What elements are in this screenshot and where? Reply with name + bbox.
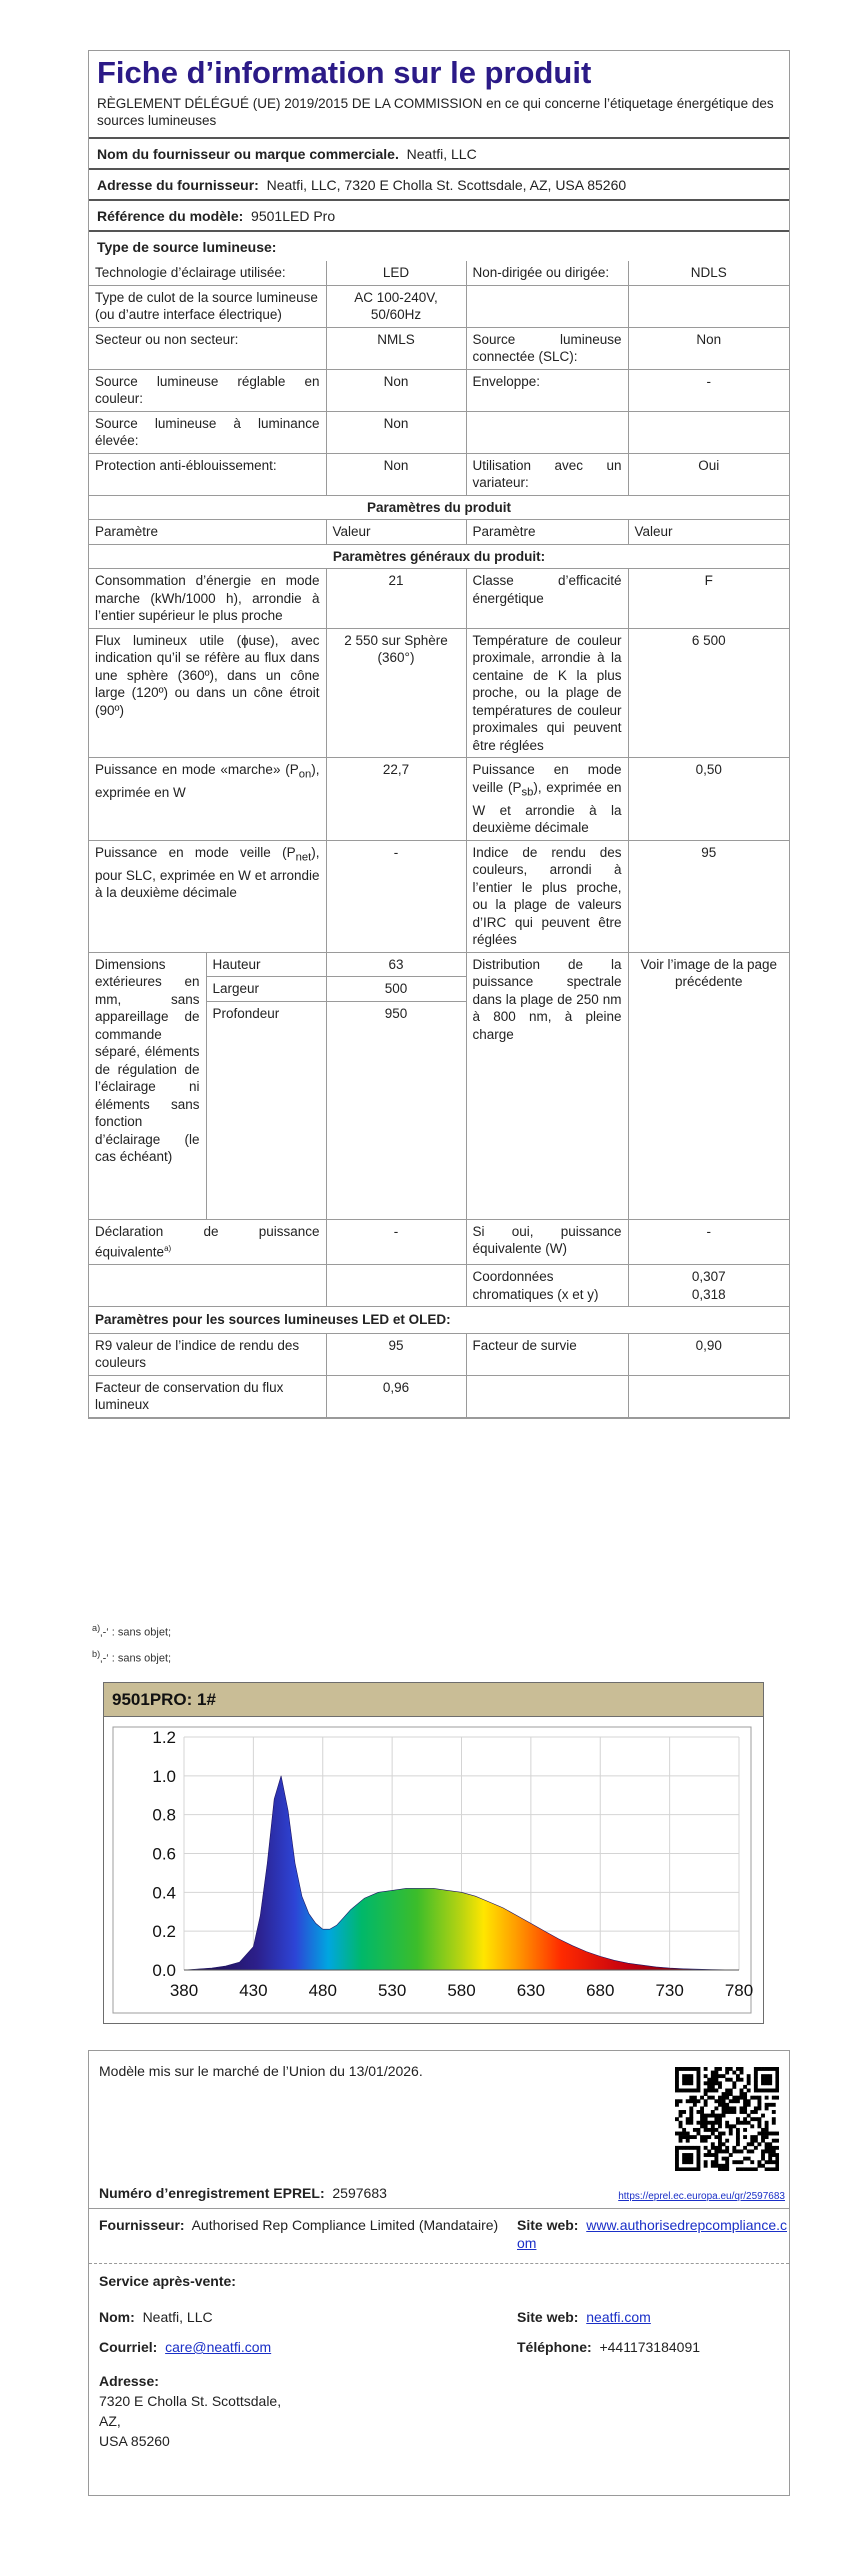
column-header: Paramètre [89,520,326,545]
cell-value: Non [628,327,789,369]
width-label: Largeur [206,977,326,1002]
cell-value: Oui [628,453,789,495]
table-row [89,1333,789,1375]
y-tick-label: 0.0 [152,1961,176,1980]
supplier-label: Nom du fournisseur ou marque commerciale. [97,146,399,162]
eprel-supplier: Fournisseur: Authorised Rep Compliance Limited (Mandataire) [99,2217,499,2233]
cell-label [466,411,628,453]
table-row [89,1265,789,1307]
cell-value [628,285,789,327]
service-address: Adresse: 7320 E Cholla St. Scottsdale, AZ, USA 85260 [99,2373,282,2449]
column-header: Valeur [326,520,466,545]
eprel-qr-link[interactable]: https://eprel.ec.europa.eu/qr/2597683 [618,2191,785,2202]
equivalent-power-value: - [326,1219,466,1265]
chromaticity-label: Coordonnées chromatiques (x et y) [466,1265,628,1307]
qr-code [675,2067,779,2171]
address-label: Adresse du fournisseur: [97,177,259,193]
service-website-link[interactable]: neatfi.com [586,2309,651,2325]
service-email: Courriel: care@neatfi.com [99,2339,272,2355]
table-row [89,261,789,285]
table-row [89,840,789,952]
table-row [89,1375,789,1417]
eprel-supplier-site: Site web: www.authorisedrepcompliance.com [517,2217,788,2251]
equivalent-watts-value: - [628,1219,789,1265]
depth-value: 950 [326,1001,466,1219]
flux-label: Flux lumineux utile (ɸuse), avec indication qu’il se réfère au flux dans une sphère (360º), dans un cône large (120º) ou dans un cône étroit (90º) [89,628,326,758]
height-value: 63 [326,952,466,977]
address-row [89,168,789,199]
table-row [89,369,789,411]
cell-value: NDLS [628,261,789,285]
service-name: Nom: Neatfi, LLC [99,2309,213,2325]
x-tick-label: 430 [239,1981,268,2000]
model-label: Référence du modèle: [97,208,244,224]
maintenance-value: 0,96 [326,1375,466,1417]
pnet-label: Puissance en mode veille $(P_{net})$, pour SLC, exprimée en W et arrondie à la deuxième décimale [89,840,326,952]
cell-label: Enveloppe: [466,369,628,411]
y-tick-label: 0.8 [152,1805,176,1825]
x-tick-label: 680 [586,1981,615,2000]
pnet-value: - [326,840,466,952]
psb-label: Puissance en mode veille $(P_{sb})$, exprimée en W et arrondie à la deuxième décimale [466,758,628,841]
r9-value: 95 [326,1333,466,1375]
pon-label: Puissance en mode «marche» $(P_{on})$, exprimée en W [89,758,326,841]
depth-label: Profondeur [206,1001,326,1219]
table-row [89,569,789,629]
flux-value: 2 550 sur Sphère (360°) [326,628,466,758]
consumption-value: 21 [326,569,466,629]
y-tick-label: 0.2 [152,1922,176,1942]
pon-value: 22,7 [326,758,466,841]
service-site: Site web: neatfi.com [517,2309,651,2325]
cct-label: Température de couleur proximale, arrondie à la centaine de K la plus proche, ou la plage de températures de couleur proximales qui peuvent être réglées [466,628,628,758]
general-params-title: Paramètres généraux du produit: [89,544,789,569]
cct-value: 6 500 [628,628,789,758]
table-row [89,285,789,327]
cri-value: 95 [628,840,789,952]
survival-label: Facteur de survie [466,1333,628,1375]
cell-label: Type de culot de la source lumineuse (ou d’autre interface électrique) [89,285,326,327]
service-phone: Téléphone: +441173184091 [517,2339,701,2355]
dimensions-label: Dimensions extérieures en mm, sans appareillage de commande séparé, éléments de régulation de l’éclairage ni éléments sans fonction d’éclairage (le cas échéant) [89,952,206,1219]
cell-label: Source lumineuse réglable en couleur: [89,369,326,411]
column-header: Valeur [628,520,789,545]
type-section-title: Type de source lumineuse: [89,230,789,261]
table-row [89,952,789,977]
page-title: Fiche d’information sur le produit [97,55,592,90]
psb-value: 0,50 [628,758,789,841]
cell-label: Secteur ou non secteur: [89,327,326,369]
x-tick-label: 580 [447,1981,476,2000]
cell-value [628,411,789,453]
params-title: Paramètres du produit [89,496,789,520]
cell-value: LED [326,261,466,285]
cell-label: Source lumineuse connectée (SLC): [466,327,628,369]
y-tick-label: 0.6 [152,1844,176,1864]
column-header: Paramètre [466,520,628,545]
table-row [89,411,789,453]
cell-value: Non [326,453,466,495]
x-tick-label: 730 [655,1981,684,2000]
efficiency-label: Classe d’efficacité énergétique [466,569,628,629]
table-row [89,1219,789,1265]
cri-label: Indice de rendu des couleurs, arrondi à l’entier le plus proche, ou la plage de valeurs d’IRC qui peuvent être réglées [466,840,628,952]
led-params-title: Paramètres pour les sources lumineuses LED et OLED: [89,1307,789,1334]
cell-label: Source lumineuse à luminance élevée: [89,411,326,453]
eprel-registration: Numéro d’enregistrement EPREL: 2597683 [99,2185,387,2201]
width-value: 500 [326,977,466,1002]
table-row [89,453,789,495]
product-information-sheet [88,50,790,1419]
eprel-number: 2597683 [332,2185,387,2201]
survival-value: 0,90 [628,1333,789,1375]
x-tick-label: 380 [169,1981,199,2000]
light-source-type-table [89,261,789,496]
spectral-value: Voir l’image de la page précédente [628,952,789,1219]
table-row [89,628,789,758]
cell-value: Non [326,369,466,411]
model-row [89,199,789,230]
spectrum-chart [104,1717,763,2023]
chromaticity-value: 0,307 0,318 [628,1265,789,1307]
x-tick-label: 480 [308,1981,337,2000]
x-tick-label: 630 [516,1981,546,2000]
cell-label: Technologie d’éclairage utilisée: [89,261,326,285]
cell-label: Non-dirigée ou dirigée: [466,261,628,285]
table-row [89,758,789,841]
cell-value: Non [326,411,466,453]
y-tick-label: 0.4 [152,1883,176,1903]
maintenance-label: Facteur de conservation du flux lumineux [89,1375,326,1417]
footnotes [92,1618,171,1669]
cell-label [466,285,628,327]
supplier-website-link[interactable]: www.authorisedrepcompliance.com [517,2217,788,2251]
market-text: Modèle mis sur le marché de l’Union du 13/01/2026. [99,2063,423,2079]
eprel-panel [88,2050,790,2496]
product-parameters-table [89,496,789,1418]
model-value: 9501LED Pro [251,208,336,224]
x-tick-label: 530 [377,1981,407,2000]
footnote-a: $^{a)}$‚-‘ : sans objet; [92,1623,172,1639]
y-tick-label: 1.2 [152,1728,176,1747]
cell-label: Protection anti-éblouissement: [89,453,326,495]
regulation-text: RÈGLEMENT DÉLÉGUÉ (UE) 2019/2015 DE LA COMMISSION en ce qui concerne l’étiquetage énergétique des sources lumineuses [97,96,774,128]
cell-value: - [628,369,789,411]
chart-header: 9501PRO: 1# [104,1683,763,1717]
supplier-value: Neatfi, LLC [406,146,477,162]
consumption-label: Consommation d’énergie en mode marche (kWh/1000 h), arrondie à l’entier supérieur le plus proche [89,569,326,629]
supplier-row [89,137,789,168]
equivalent-power-label: Déclaration de puissance équivalente$^{a)}$ [89,1219,326,1265]
table-row [89,327,789,369]
email-link[interactable]: care@neatfi.com [165,2339,272,2355]
spectrum-chart-panel [103,1682,764,2024]
column-header-row [89,520,789,545]
equivalent-watts-label: Si oui, puissance équivalente (W) [466,1219,628,1265]
spectral-label: Distribution de la puissance spectrale dans la plage de 250 nm à 800 nm, à pleine charge [466,952,628,1219]
cell-value: NMLS [326,327,466,369]
efficiency-value: F [628,569,789,629]
footnote-b: $^{b)}$‚-‘ : sans objet; [92,1648,172,1665]
address-value: Neatfi, LLC, 7320 E Cholla St. Scottsdale, AZ, USA 85260 [266,177,627,193]
y-tick-label: 1.0 [152,1766,176,1786]
r9-label: R9 valeur de l’indice de rendu des couleurs [89,1333,326,1375]
cell-value: AC 100-240V, 50/60Hz [326,285,466,327]
x-tick-label: 780 [724,1981,754,2000]
cell-label: Utilisation avec un variateur: [466,453,628,495]
height-label: Hauteur [206,952,326,977]
service-title: Service après-vente: [99,2273,236,2289]
